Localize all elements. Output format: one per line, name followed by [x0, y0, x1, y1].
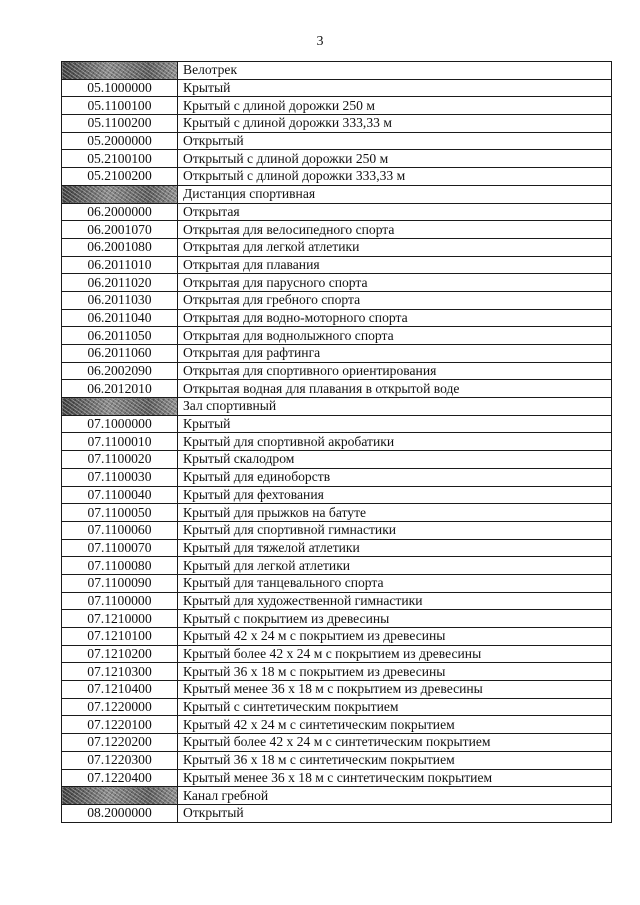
name-cell: Крытый для спортивной акробатики: [178, 433, 612, 451]
code-cell: 07.1000000: [62, 415, 178, 433]
table-row: [62, 698, 612, 716]
code-cell: 08.2000000: [62, 804, 178, 822]
code-cell: 06.2011040: [62, 309, 178, 327]
name-cell: Открытая для велосипедного спорта: [178, 221, 612, 239]
name-cell: Крытый менее 36 х 18 м с синтетическим покрытием: [178, 769, 612, 787]
name-cell: Открытая для парусного спорта: [178, 274, 612, 292]
code-cell: 07.1100000: [62, 592, 178, 610]
table-row: [62, 681, 612, 699]
section-header-row: [62, 787, 612, 805]
name-cell: Открытая: [178, 203, 612, 221]
table-row: [62, 734, 612, 752]
table-row: [62, 433, 612, 451]
code-cell: 07.1210400: [62, 681, 178, 699]
section-title-cell: Велотрек: [178, 62, 612, 80]
table-body: [62, 62, 612, 823]
code-cell: 06.2002090: [62, 362, 178, 380]
name-cell: Открытая для воднолыжного спорта: [178, 327, 612, 345]
name-cell: Открытая для рафтинга: [178, 345, 612, 363]
code-cell: 07.1100060: [62, 521, 178, 539]
sports-facility-code-table: [61, 61, 612, 823]
table-row: [62, 238, 612, 256]
name-cell: Крытый для танцевального спорта: [178, 574, 612, 592]
table-row: [62, 415, 612, 433]
name-cell: Крытый 36 х 18 м с покрытием из древесины: [178, 663, 612, 681]
table-row: [62, 132, 612, 150]
name-cell: Открытая водная для плавания в открытой воде: [178, 380, 612, 398]
code-cell: 05.2100100: [62, 150, 178, 168]
name-cell: Открытая для спортивного ориентирования: [178, 362, 612, 380]
code-cell: 07.1210100: [62, 628, 178, 646]
name-cell: Крытый с длиной дорожки 333,33 м: [178, 115, 612, 133]
name-cell: Крытый с длиной дорожки 250 м: [178, 97, 612, 115]
name-cell: Крытый для спортивной гимнастики: [178, 521, 612, 539]
name-cell: Открытый: [178, 804, 612, 822]
name-cell: Крытый более 42 х 24 м с синтетическим покрытием: [178, 734, 612, 752]
name-cell: Открытый с длиной дорожки 250 м: [178, 150, 612, 168]
name-cell: Открытый с длиной дорожки 333,33 м: [178, 168, 612, 186]
code-cell: 07.1100030: [62, 468, 178, 486]
section-header-row: [62, 185, 612, 203]
code-cell: 07.1210300: [62, 663, 178, 681]
table-row: [62, 521, 612, 539]
table-row: [62, 291, 612, 309]
name-cell: Крытый скалодром: [178, 451, 612, 469]
code-cell: 06.2011060: [62, 345, 178, 363]
name-cell: Крытый менее 36 х 18 м с покрытием из древесины: [178, 681, 612, 699]
page-number: 3: [316, 34, 324, 49]
table-row: [62, 716, 612, 734]
table-row: [62, 468, 612, 486]
code-cell: 05.2000000: [62, 132, 178, 150]
section-header-row: [62, 62, 612, 80]
code-cell: 06.2000000: [62, 203, 178, 221]
name-cell: Крытый для художественной гимнастики: [178, 592, 612, 610]
section-title-cell: Зал спортивный: [178, 398, 612, 416]
name-cell: Крытый более 42 х 24 м с покрытием из древесины: [178, 645, 612, 663]
table-row: [62, 751, 612, 769]
code-cell: 06.2011050: [62, 327, 178, 345]
code-cell: 07.1210000: [62, 610, 178, 628]
table-row: [62, 574, 612, 592]
name-cell: Открытый: [178, 132, 612, 150]
name-cell: Крытый для прыжков на батуте: [178, 504, 612, 522]
table-row: [62, 663, 612, 681]
table-row: [62, 769, 612, 787]
name-cell: Открытая для гребного спорта: [178, 291, 612, 309]
table-row: [62, 804, 612, 822]
code-cell: 05.1000000: [62, 79, 178, 97]
table-row: [62, 168, 612, 186]
code-cell: 07.1100090: [62, 574, 178, 592]
code-cell: 05.2100200: [62, 168, 178, 186]
table-row: [62, 203, 612, 221]
table-row: [62, 97, 612, 115]
table-row: [62, 610, 612, 628]
code-cell: 07.1100010: [62, 433, 178, 451]
table-row: [62, 592, 612, 610]
table-row: [62, 645, 612, 663]
code-cell: 07.1100040: [62, 486, 178, 504]
table-row: [62, 115, 612, 133]
code-cell: 06.2012010: [62, 380, 178, 398]
table-row: [62, 628, 612, 646]
table-row: [62, 150, 612, 168]
table-row: [62, 451, 612, 469]
table-row: [62, 486, 612, 504]
section-shaded-code-cell: [62, 185, 178, 203]
code-cell: 06.2001070: [62, 221, 178, 239]
code-cell: 07.1220300: [62, 751, 178, 769]
section-title-cell: Канал гребной: [178, 787, 612, 805]
table-row: [62, 345, 612, 363]
name-cell: Крытый с синтетическим покрытием: [178, 698, 612, 716]
name-cell: Крытый для единоборств: [178, 468, 612, 486]
code-cell: 07.1220400: [62, 769, 178, 787]
code-cell: 07.1100020: [62, 451, 178, 469]
name-cell: Открытая для водно-моторного спорта: [178, 309, 612, 327]
table-row: [62, 256, 612, 274]
code-cell: 07.1220000: [62, 698, 178, 716]
table-row: [62, 380, 612, 398]
section-title-cell: Дистанция спортивная: [178, 185, 612, 203]
code-cell: 07.1100050: [62, 504, 178, 522]
section-header-row: [62, 398, 612, 416]
table-row: [62, 274, 612, 292]
table-row: [62, 309, 612, 327]
name-cell: Крытый для фехтования: [178, 486, 612, 504]
table-row: [62, 557, 612, 575]
code-cell: 07.1220100: [62, 716, 178, 734]
name-cell: Крытый 42 х 24 м с покрытием из древесины: [178, 628, 612, 646]
code-cell: 06.2011020: [62, 274, 178, 292]
name-cell: Крытый 42 х 24 м с синтетическим покрытием: [178, 716, 612, 734]
code-cell: 07.1210200: [62, 645, 178, 663]
section-shaded-code-cell: [62, 62, 178, 80]
table-row: [62, 504, 612, 522]
name-cell: Открытая для плавания: [178, 256, 612, 274]
table-row: [62, 362, 612, 380]
name-cell: Крытый 36 х 18 м с синтетическим покрытием: [178, 751, 612, 769]
name-cell: Крытый: [178, 415, 612, 433]
table-row: [62, 79, 612, 97]
name-cell: Крытый для легкой атлетики: [178, 557, 612, 575]
code-cell: 07.1100080: [62, 557, 178, 575]
name-cell: Крытый: [178, 79, 612, 97]
table-row: [62, 327, 612, 345]
table-row: [62, 539, 612, 557]
name-cell: Открытая для легкой атлетики: [178, 238, 612, 256]
name-cell: Крытый с покрытием из древесины: [178, 610, 612, 628]
code-cell: 07.1100070: [62, 539, 178, 557]
code-cell: 06.2011010: [62, 256, 178, 274]
code-cell: 06.2011030: [62, 291, 178, 309]
section-shaded-code-cell: [62, 787, 178, 805]
code-cell: 05.1100200: [62, 115, 178, 133]
code-cell: 06.2001080: [62, 238, 178, 256]
name-cell: Крытый для тяжелой атлетики: [178, 539, 612, 557]
section-shaded-code-cell: [62, 398, 178, 416]
code-cell: 05.1100100: [62, 97, 178, 115]
table-row: [62, 221, 612, 239]
code-cell: 07.1220200: [62, 734, 178, 752]
